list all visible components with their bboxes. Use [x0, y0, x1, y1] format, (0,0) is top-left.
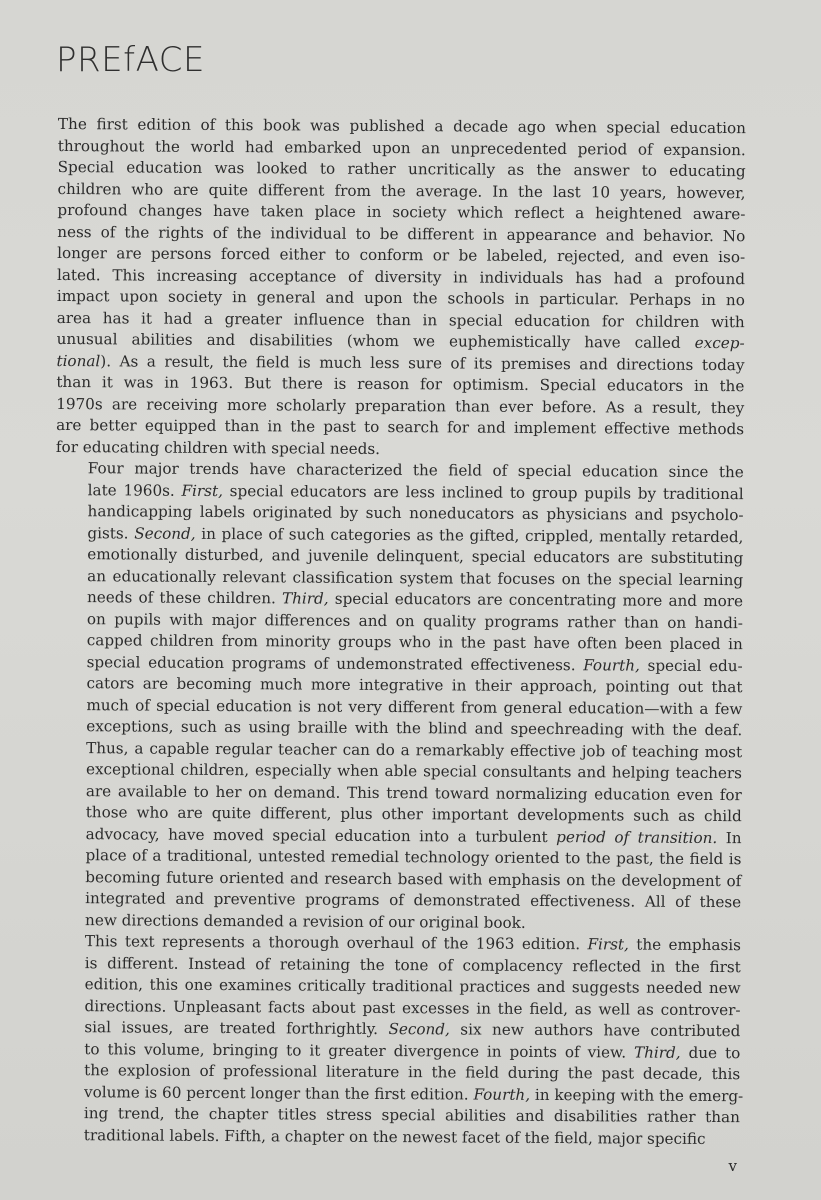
text-run: late 1960s. — [87, 480, 182, 500]
text-run: volume is 60 percent longer than the first edition. — [83, 1082, 474, 1104]
text-run: unusual abilities and disabilities (whom we euphemistically have called — [56, 329, 695, 352]
text-run: throughout the world had embarked upon an unprecedented period of expansion. — [57, 136, 746, 159]
text-run: the explosion of professional literature in the field during the past decade, this — [84, 1061, 741, 1084]
italic-text: tional — [56, 351, 101, 370]
text-run: much of special education is not very different from general education—with a few — [86, 695, 743, 718]
text-run: lated. This increasing acceptance of diversity in individuals has had a profound — [56, 265, 746, 288]
italic-text: Second, — [388, 1020, 450, 1039]
text-run: integrated and preventive programs of demonstrated effectiveness. All of these — [85, 889, 742, 912]
text-run: special education programs of undemonstrated effectiveness. — [86, 652, 584, 674]
text-run: In — [717, 828, 742, 847]
text-run: special educators are concentrating more and more — [328, 589, 744, 611]
page-title: PREfACE — [56, 40, 205, 80]
text-run: traditional labels. Fifth, a chapter on the newest facet of the field, major specific — [83, 1125, 706, 1148]
text-run: handicapping labels originated by such noneducators as physicians and psycholo- — [87, 502, 744, 525]
paragraph — [53, 458, 744, 935]
italic-text: Fourth, — [473, 1085, 531, 1104]
text-run: due to — [680, 1043, 741, 1062]
text-run: six new authors have contributed — [449, 1020, 741, 1041]
text-run: directions. Unpleasant facts about past excesses in the field, as well as controver- — [84, 996, 741, 1019]
text-run: advocacy, have moved special education into a turbulent — [85, 824, 557, 846]
text-run: special educators are less inclined to group pupils by traditional — [222, 481, 744, 503]
italic-text: First, — [587, 935, 629, 954]
text-run: exceptions, such as using braille with the blind and speechreading with the deaf. — [86, 717, 743, 740]
text-run: special edu- — [639, 656, 743, 675]
text-run: The first edition of this book was published a decade ago when special education — [57, 114, 746, 138]
text-run: are better equipped than in the past to search for and implement effective methods — [56, 415, 745, 439]
text-run: to this volume, bringing to it greater divergence in points of view. — [84, 1039, 635, 1062]
text-run: becoming future oriented and research based with emphasis on the development of — [85, 867, 742, 890]
text-run: in place of such categories as the gifted, crippled, mentally retarded, — [195, 524, 744, 546]
text-run: impact upon society in general and upon the schools in particular. Perhaps in no — [56, 286, 745, 310]
text-run: capped children from minority groups who in the past have often been placed in — [86, 631, 743, 654]
text-run: an educationally relevant classification system that focuses on the special learning — [87, 566, 744, 589]
italic-text: Third, — [281, 589, 329, 608]
text-run: gists. — [87, 523, 135, 542]
italic-text: period of transition. — [556, 827, 718, 847]
text-run: emotionally disturbed, and juvenile delinquent, special educators are substituting — [87, 545, 744, 568]
text-run: the emphasis — [628, 935, 741, 955]
paragraph — [52, 931, 744, 1150]
italic-text: Fourth, — [583, 655, 640, 675]
text-run: children who are quite different from the average. In the last 10 years, however, — [57, 179, 746, 202]
text-run: ). As a result, the field is much less sure of its premises and directions today — [100, 351, 745, 374]
text-run: those who are quite different, plus other important developments such as child — [85, 803, 742, 826]
text-run: than it was in 1963. But there is reason for optimism. Special educators in the — [56, 372, 745, 396]
text-run: profound changes have taken place in society which reflect a heightened aware- — [57, 200, 746, 224]
text-run: longer are persons forced either to conform or be labeled, rejected, and even iso- — [57, 243, 746, 267]
text-run: sial issues, are treated forthrightly. — [84, 1018, 389, 1039]
text-run: Special education was looked to rather uncritically as the answer to educating — [57, 157, 746, 181]
text-run: edition, this one examines critically traditional practices and suggests needed new — [84, 975, 741, 998]
text-run: on pupils with major differences and on quality programs rather than on handi- — [86, 609, 743, 632]
text-run: ness of the rights of the individual to be different in appearance and behavior. No — [57, 222, 746, 245]
text-line — [52, 1124, 740, 1150]
italic-text: First, — [181, 481, 223, 500]
italic-text: Second, — [134, 523, 196, 543]
italic-text: excep- — [694, 333, 745, 353]
text-run: is different. Instead of retaining the tone of complacency reflected in the first — [84, 953, 741, 976]
text-run: for educating children with special needs. — [55, 437, 381, 458]
text-run: are available to her on demand. This trend toward normalizing education even for — [85, 781, 742, 804]
paragraph — [56, 114, 746, 462]
text-run: new directions demanded a revision of our original book. — [85, 910, 526, 932]
text-run: in keeping with the emerg- — [530, 1085, 744, 1105]
text-run: place of a traditional, untested remedial technology oriented to the past, the field is — [85, 846, 742, 869]
text-run: needs of these children. — [86, 588, 283, 608]
text-run: exceptional children, especially when able special consultants and helping teachers — [85, 760, 743, 783]
preface-body — [52, 114, 746, 1150]
text-run: 1970s are receiving more scholarly preparation than ever before. As a result, they — [56, 394, 745, 417]
text-run: area has it had a greater influence than in special education for children with — [56, 308, 745, 331]
text-run: cators are becoming much more integrative in their approach, pointing out that — [86, 674, 743, 697]
text-run: ing trend, the chapter titles stress special abilities and disabilities rather than — [83, 1104, 740, 1127]
page-number: v — [728, 1157, 737, 1175]
text-run: Thus, a capable regular teacher can do a remarkably effective job of teaching most — [86, 738, 743, 761]
italic-text: Third, — [633, 1043, 681, 1062]
text-run: Four major trends have characterized the field of special education since the — [87, 459, 744, 482]
text-run: This text represents a thorough overhaul of the 1963 edition. — [84, 932, 588, 954]
